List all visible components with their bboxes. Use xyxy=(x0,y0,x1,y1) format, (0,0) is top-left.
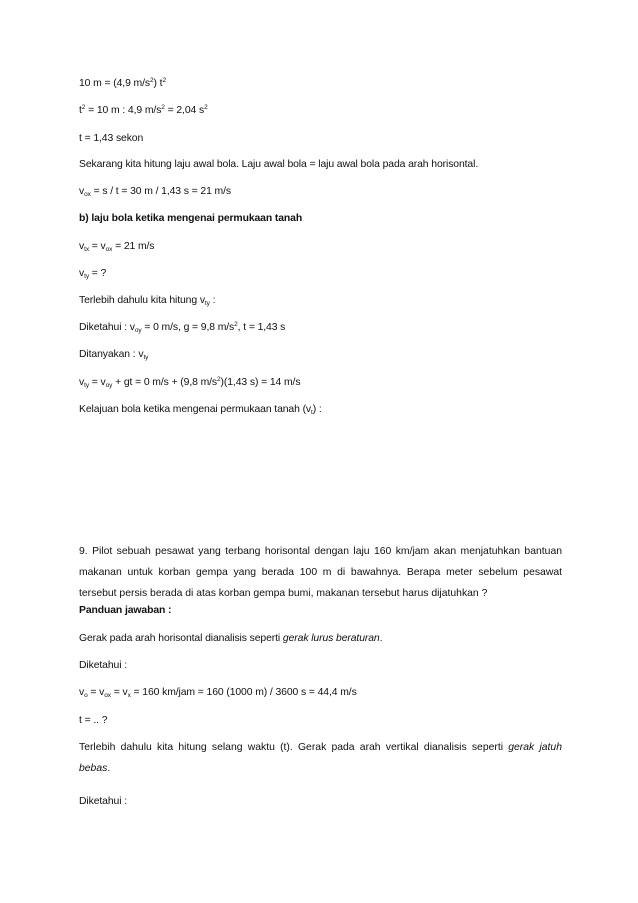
text-paragraph-20: Terlebih dahulu kita hitung selang waktu (t). Gerak pada arah vertikal dianalisis seperti gerak jatuh bebas. xyxy=(79,742,562,774)
known-label-1: Diketahui : xyxy=(79,660,127,671)
time-question-line: t = .. ? xyxy=(79,715,108,726)
text-line-13: Kelajuan bola ketika mengenai permukaan tanah $(v_t)$ : xyxy=(79,404,322,416)
answer-guide-heading: Panduan jawaban : xyxy=(79,605,172,616)
text-line-4: Sekarang kita hitung laju awal bola. Laju awal bola = laju awal bola pada arah horisontal. xyxy=(79,159,479,170)
equation-line-7: $v_{tx} = v_{ox} = 21$ m/s xyxy=(79,241,155,253)
equation-line-12: $v_{ty} = v_{oy}$ + gt = 0 m/s + (9,8 $m/s^2)(1,43$ s) = 14 m/s xyxy=(79,376,301,389)
equation-line-1: 10 m = (4,9 $m/s^2$) $t^2$ xyxy=(79,77,166,89)
problem-9-paragraph: 9. Pilot sebuah pesawat yang terbang horisontal dengan laju 160 km/jam akan menjatuhkan bantuan makanan untuk korban gempa yang berada 100 m di bawahnya. Berapa meter sebelum pesawat tersebut persis berada di atas korban gempa bumi, makanan tersebut harus dijatuhkan ? xyxy=(79,546,562,599)
equation-line-2: $t^2 = 10$ m : 4,9 $m/s^2 = 2,04$ $s^2$ xyxy=(79,104,208,116)
text-line-9: Terlebih dahulu kita hitung $v_{ty}$ : xyxy=(79,295,216,307)
known-values-line: Diketahui : $v_{oy} = 0$ m/s, g = 9,8 $m/s^2$, t = 1,43 s xyxy=(79,321,286,334)
asked-line: Ditanyakan : $v_{ty}$ xyxy=(79,349,149,361)
text-line-16: Gerak pada arah horisontal dianalisis seperti gerak lurus beraturan. xyxy=(79,633,383,644)
equation-line-5: $v_{ox} = s / t = 30$ m / 1,43 s = 21 m/s xyxy=(79,186,231,198)
equation-line-8: $v_{ty}$ = ? xyxy=(79,268,107,280)
known-label-2: Diketahui : xyxy=(79,796,127,807)
section-heading-b: b) laju bola ketika mengenai permukaan tanah xyxy=(79,213,303,224)
velocity-equation-line: $v_o = v_{ox} = v_x = 160$ km/jam = 160 (1000 m) / 3600 s = 44,4 m/s xyxy=(79,687,357,699)
equation-line-3: t = 1,43 sekon xyxy=(79,133,144,144)
